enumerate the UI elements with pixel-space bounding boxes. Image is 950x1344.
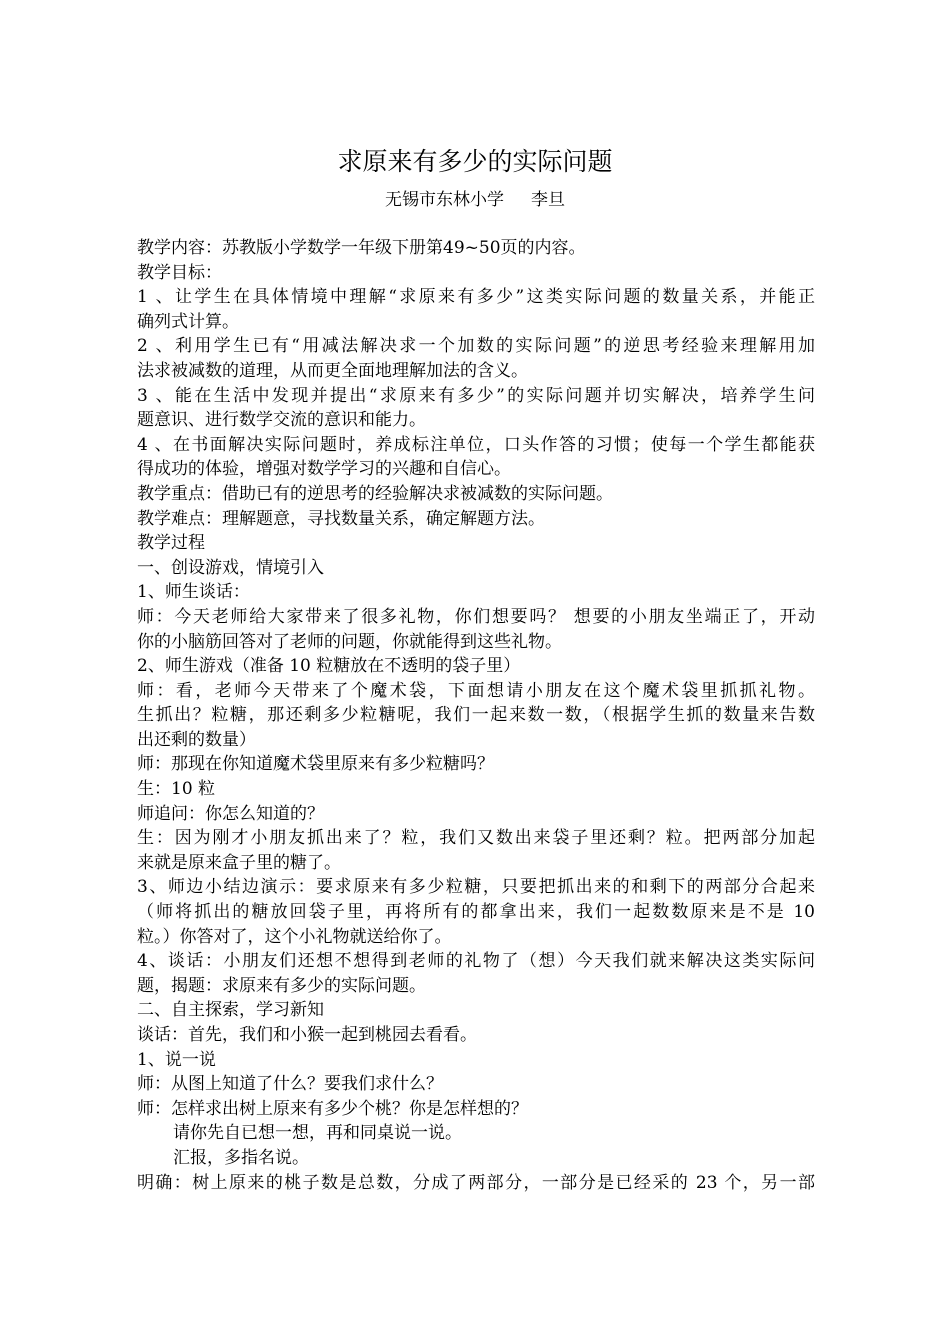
- body-line: 教学内容：苏教版小学数学一年级下册第49~50页的内容。: [137, 238, 586, 258]
- body-line: 教学重点：借助已有的逆思考的经验解决求被减数的实际问题。: [137, 483, 613, 504]
- body-line: 生：因为刚才小朋友抓出来了？粒，我们又数出来袋子里还剩？粒。把两部分加起: [137, 828, 815, 849]
- body-line: 4 、在书面解决实际问题时，养成标注单位，口头作答的习惯；使每一个学生都能获: [137, 434, 815, 455]
- body-line: 请你先自已想一想，再和同桌说一说。: [173, 1123, 462, 1144]
- body-line: 粒。）你答对了，这个小礼物就送给你了。: [137, 926, 452, 947]
- body-line: 师追问：你怎么知道的？: [137, 803, 324, 824]
- body-line: 生：10 粒: [137, 779, 216, 800]
- body-line: 汇报，多指名说。: [173, 1147, 309, 1168]
- body-line: 师：今天老师给大家带来了很多礼物，你们想要吗？ 想要的小朋友坐端正了，开动: [137, 606, 815, 627]
- body-line: 3 、能在生活中发现并提出“求原来有多少”的实际问题并切实解决，培养学生问: [137, 385, 815, 406]
- body-line: 师：从图上知道了什么？要我们求什么？: [137, 1074, 443, 1095]
- body-line: 2、师生游戏（准备 10 粒糖放在不透明的袋子里）: [137, 656, 521, 677]
- body-line: 师：看，老师今天带来了个魔术袋，下面想请小朋友在这个魔术袋里抓抓礼物。: [137, 680, 815, 701]
- body-line: 教学目标：: [137, 262, 222, 283]
- body-line: 来就是原来盒子里的糖了。: [137, 852, 341, 873]
- body-line: 2 、利用学生已有“用减法解决求一个加数的实际问题”的逆思考经验来理解用加: [137, 336, 815, 357]
- body-line: 出还剩的数量）: [137, 729, 256, 750]
- body-line: 1、师生谈话：: [137, 582, 250, 603]
- body-line: （师将抓出的糖放回袋子里，再将所有的都拿出来，我们一起数数原来是不是 10: [137, 902, 815, 923]
- body-line: 4、谈话：小朋友们还想不想得到老师的礼物了（想）今天我们就来解决这类实际问: [137, 951, 815, 972]
- document-author: 无锡市东林小学 李旦: [384, 190, 566, 210]
- body-line: 师：那现在你知道魔术袋里原来有多少粒糖吗？: [137, 754, 494, 775]
- body-line: 师：怎样求出树上原来有多少个桃？你是怎样想的？: [137, 1098, 528, 1119]
- body-line: 1、说一说: [137, 1049, 216, 1070]
- body-line: 3、师边小结边演示：要求原来有多少粒糖，只要把抓出来的和剩下的两部分合起来: [137, 877, 815, 898]
- body-line: 生抓出？粒糖，那还剩多少粒糖呢，我们一起来数一数，（根据学生抓的数量来告数: [137, 705, 815, 726]
- document-body: [137, 236, 815, 1195]
- body-line: 题，揭题：求原来有多少的实际问题。: [137, 975, 426, 996]
- body-line: 教学难点：理解题意，寻找数量关系，确定解题方法。: [137, 508, 545, 529]
- body-line: 确列式计算。: [137, 311, 239, 332]
- body-line: 一、创设游戏，情境引入: [137, 557, 324, 578]
- body-line: 二、自主探索，学习新知: [137, 1000, 324, 1021]
- body-line: 法求被减数的道理，从而更全面地理解加法的含义。: [137, 360, 528, 381]
- body-line: 明确：树上原来的桃子数是总数，分成了两部分，一部分是已经采的 23 个，另一部: [137, 1172, 815, 1193]
- body-line: 题意识、进行数学交流的意识和能力。: [137, 410, 426, 431]
- document-title: 求原来有多少的实际问题: [337, 147, 613, 176]
- body-line: 谈话：首先，我们和小猴一起到桃园去看看。: [137, 1025, 477, 1045]
- body-line: 你的小脑筋回答对了老师的问题，你就能得到这些礼物。: [137, 631, 562, 652]
- body-line: 1 、让学生在具体情境中理解“求原来有多少”这类实际问题的数量关系，并能正: [137, 287, 815, 308]
- body-line: 教学过程: [137, 533, 205, 554]
- body-line: 得成功的体验，增强对数学学习的兴趣和自信心。: [137, 459, 511, 480]
